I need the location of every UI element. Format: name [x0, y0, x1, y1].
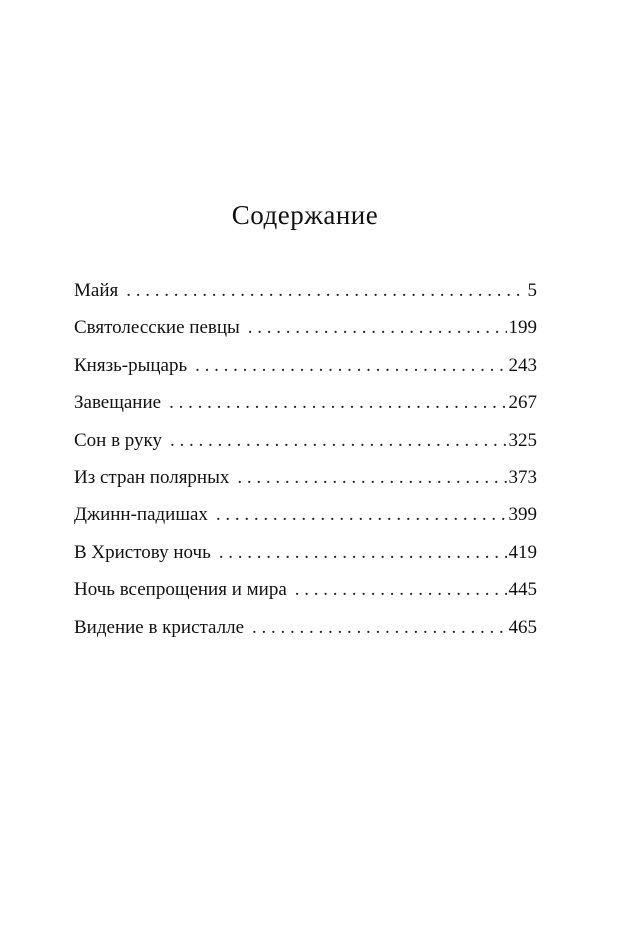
table-of-contents [74, 272, 537, 646]
toc-entry-title: Князь-рыцарь [74, 354, 188, 376]
toc-entry-title: Майя [74, 280, 119, 301]
toc-entry-page: 465 [508, 616, 537, 638]
toc-entry-title: Завещание [74, 392, 162, 414]
dot-leader [216, 496, 507, 533]
toc-entry-title: Ночь всепрощения и мира [74, 579, 287, 601]
dot-leader [237, 459, 506, 496]
toc-entry-page: 399 [508, 504, 537, 526]
toc-entry [74, 609, 537, 646]
toc-entry-page: 325 [508, 429, 537, 451]
toc-entry [74, 347, 537, 384]
toc-entry-title: Из стран полярных [74, 466, 230, 488]
dot-leader [252, 609, 506, 646]
page-title: Содержание [231, 200, 379, 230]
dot-leader [295, 571, 507, 608]
toc-entry [74, 272, 537, 309]
toc-entry-page: 419 [508, 541, 537, 563]
toc-entry-page: 243 [508, 354, 537, 376]
toc-entry-page: 199 [508, 317, 537, 339]
toc-entry [74, 496, 537, 533]
toc-entry-page: 373 [508, 466, 537, 488]
dot-leader [126, 272, 525, 309]
dot-leader [219, 534, 507, 571]
toc-entry-title: В Христову ночь [74, 541, 211, 563]
toc-entry-title: Видение в кристалле [74, 616, 245, 638]
toc-entry [74, 459, 537, 496]
toc-entry-page: 5 [527, 280, 537, 301]
toc-entry [74, 384, 537, 421]
toc-entry-title: Святолесские певцы [74, 317, 240, 339]
toc-entry [74, 422, 537, 459]
toc-entry-page: 267 [508, 392, 537, 414]
toc-entry [74, 571, 537, 608]
toc-entry [74, 309, 537, 346]
toc-entry [74, 534, 537, 571]
dot-leader [170, 422, 506, 459]
toc-entry-page: 445 [508, 579, 537, 601]
dot-leader [195, 347, 506, 384]
dot-leader [169, 384, 506, 421]
toc-entry-title: Сон в руку [74, 429, 163, 451]
dot-leader [248, 309, 507, 346]
toc-entry-title: Джинн-падишах [74, 504, 208, 526]
